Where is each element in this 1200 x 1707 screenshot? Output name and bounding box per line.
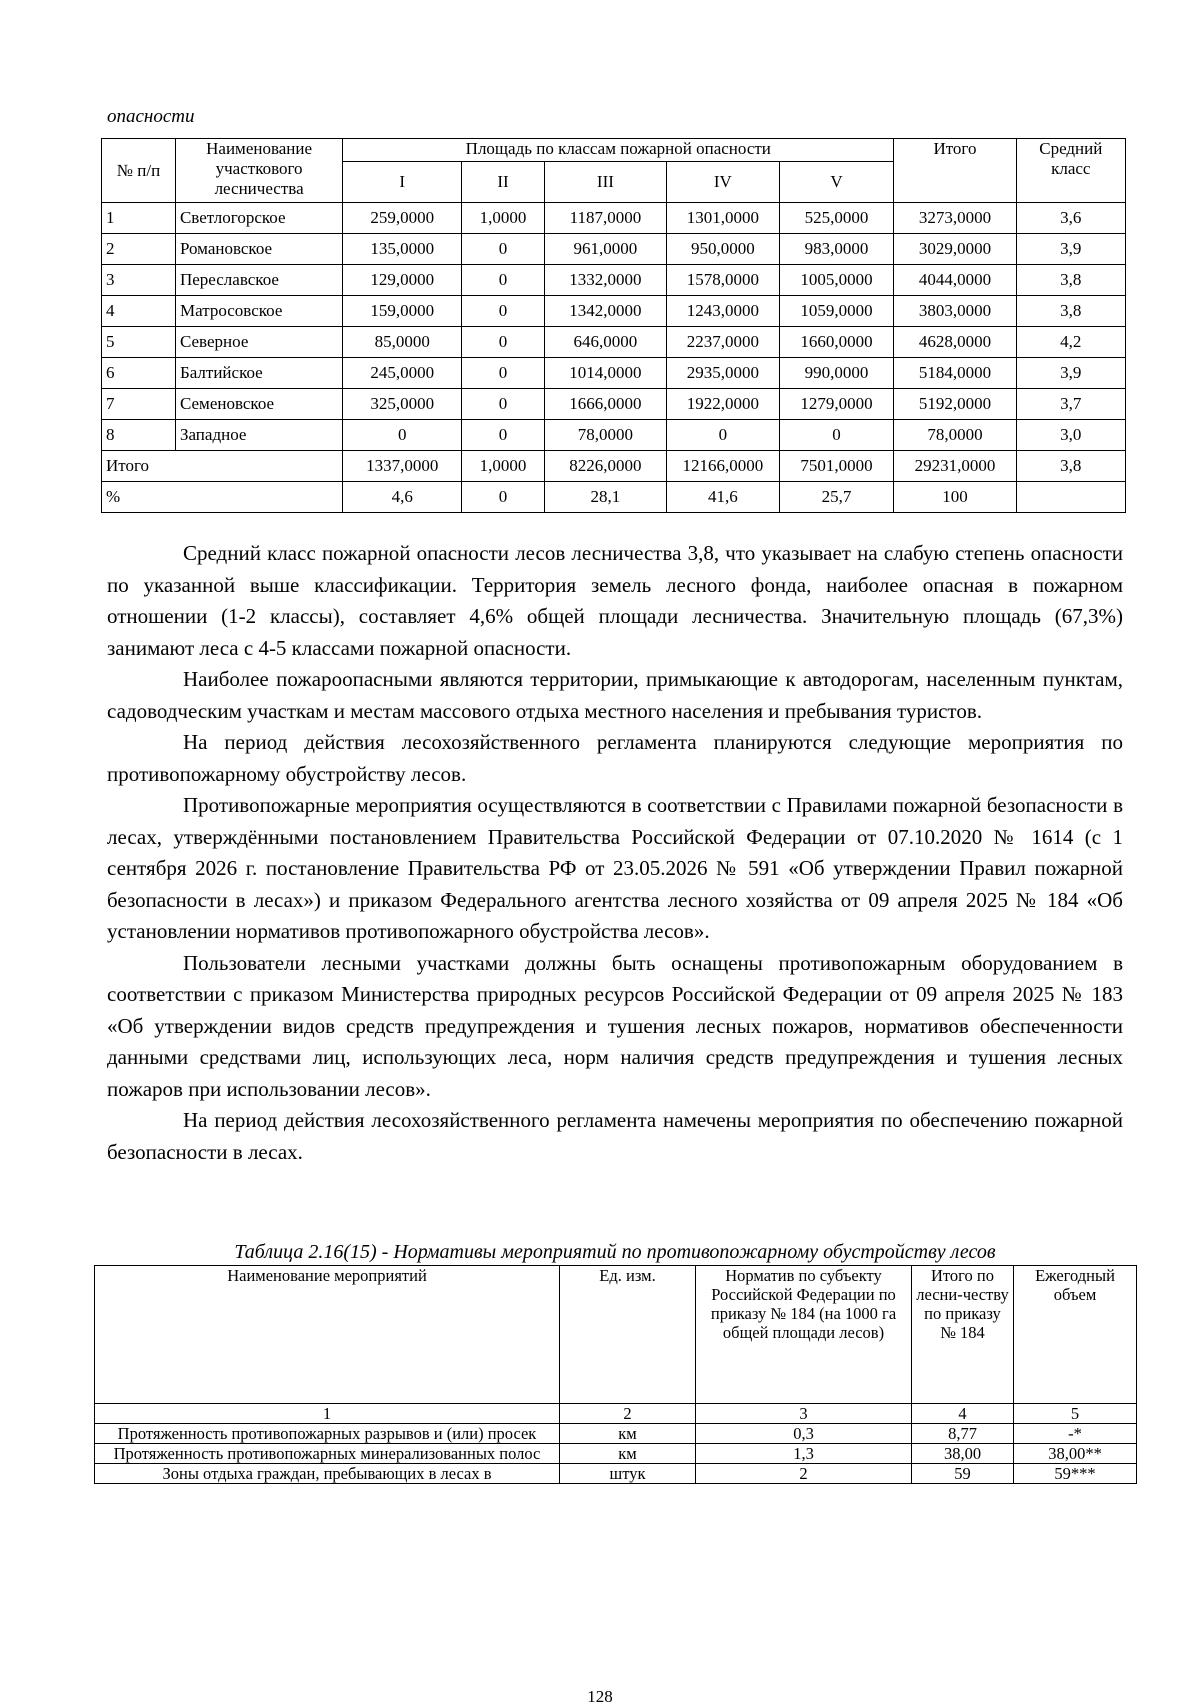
cell: 1660,0000 (779, 327, 894, 358)
percent-row (102, 482, 1126, 513)
cell: 0 (667, 420, 780, 451)
cell: 4 (912, 1404, 1014, 1424)
cell: 3,8 (1016, 265, 1125, 296)
cell: 4,6 (343, 482, 462, 513)
cell: 1342,0000 (544, 296, 666, 327)
cell: 5 (102, 327, 176, 358)
cell: 0 (462, 296, 545, 327)
cell: 5192,0000 (894, 389, 1016, 420)
cell: штук (560, 1464, 696, 1484)
cell: 2 (696, 1464, 912, 1484)
cell: 2237,0000 (667, 327, 780, 358)
cell: -* (1014, 1424, 1137, 1444)
cell: 7 (102, 389, 176, 420)
cell: 525,0000 (779, 203, 894, 234)
paragraph: Противопожарные мероприятия осуществляются в соответствии с Правилами пожарной безопасности в лесах, утверждёнными постановлением Правительства Российской Федерации от 07.10.2020 № 1614 (с 1 сентября 2026 г. постановление Правительства РФ от 23.05.2026 № 591 «Об утверждении Правил пожарной безопасности в лесах») и приказом Федерального агентства лесного хозяйства от 09 апреля 2025 № 184 «Об установлении нормативов противопожарного обустройства лесов». (107, 793, 1123, 943)
cell: 1666,0000 (544, 389, 666, 420)
cell: 41,6 (667, 482, 780, 513)
cell: 78,0000 (894, 420, 1016, 451)
table-row (102, 265, 1126, 296)
cell: 4,2 (1016, 327, 1125, 358)
cell: 129,0000 (343, 265, 462, 296)
table-row (102, 203, 1126, 234)
cell: 961,0000 (544, 234, 666, 265)
cell: 259,0000 (343, 203, 462, 234)
cell: 1014,0000 (544, 358, 666, 389)
cell: 4 (102, 296, 176, 327)
cell: Семеновское (175, 389, 342, 420)
cell: Матросовское (175, 296, 342, 327)
body-text (107, 538, 1123, 1168)
header-measure: Наименование мероприятий (95, 1266, 560, 1404)
cell: 2 (102, 234, 176, 265)
cell: 25,7 (779, 482, 894, 513)
cell: 1 (102, 203, 176, 234)
cell: 1337,0000 (343, 451, 462, 482)
cell: % (102, 482, 343, 513)
cell: 159,0000 (343, 296, 462, 327)
cell: 950,0000 (667, 234, 780, 265)
header-class-1: I (343, 162, 462, 203)
table-row (102, 358, 1126, 389)
page-number: 128 (587, 1687, 613, 1706)
cell: 3,0 (1016, 420, 1125, 451)
paragraph: Пользователи лесными участками должны быть оснащены противопожарным оборудованием в соответствии с приказом Министерства природных ресурсов Российской Федерации от 09 апреля 2025 № 183 «Об утверждении видов средств предупреждения и тушения лесных пожаров, нормативов обеспеченности данными средствами лиц, использующих леса, норм наличия средств предупреждения и тушения лесных пожаров при использовании лесов». (107, 950, 1123, 1101)
cell: 38,00 (912, 1444, 1014, 1464)
cell: 6 (102, 358, 176, 389)
cell: 0 (462, 265, 545, 296)
cell: 3029,0000 (894, 234, 1016, 265)
cell: 1187,0000 (544, 203, 666, 234)
header-avg: Средний класс (1016, 139, 1125, 203)
cell: 78,0000 (544, 420, 666, 451)
cell: 0 (779, 420, 894, 451)
cell: 12166,0000 (667, 451, 780, 482)
header-total: Итого по лесни-честву по приказу № 184 (912, 1266, 1014, 1404)
cell: Протяженность противопожарных разрывов и (или) просек (95, 1424, 560, 1444)
cell: 3803,0000 (894, 296, 1016, 327)
cell: 5 (1014, 1404, 1137, 1424)
paragraph: На период действия лесохозяйственного регламента планируются следующие мероприятия по противопожарному обустройству лесов. (107, 730, 1123, 786)
cell: 1,0000 (462, 451, 545, 482)
cell: 3,8 (1016, 296, 1125, 327)
fire-class-table (101, 138, 1126, 513)
paragraph: Средний класс пожарной опасности лесов лесничества 3,8, что указывает на слабую степень опасности по указанной выше классификации. Территория земель лесного фонда, наиболее опасная в пожарном отношении (1-2 классы), составляет 4,6% общей площади лесничества. Значительную площадь (67,3%) занимают леса с 4-5 классами пожарной опасности. (107, 541, 1123, 660)
cell: 1301,0000 (667, 203, 780, 234)
cell: 3,9 (1016, 234, 1125, 265)
cell: 0 (343, 420, 462, 451)
header-norm: Норматив по субъекту Российской Федерации по приказу № 184 (на 1000 га общей площади лесов) (696, 1266, 912, 1404)
cell: 29231,0000 (894, 451, 1016, 482)
cell: 0 (462, 234, 545, 265)
table-row (95, 1444, 1137, 1464)
header-class-2: II (462, 162, 545, 203)
table-row (95, 1464, 1137, 1484)
cell: 3 (102, 265, 176, 296)
cell: Зоны отдыха граждан, пребывающих в лесах в (95, 1464, 560, 1484)
cell: 3,6 (1016, 203, 1125, 234)
cell: 28,1 (544, 482, 666, 513)
cell: Западное (175, 420, 342, 451)
cell: Северное (175, 327, 342, 358)
table-row (95, 1424, 1137, 1444)
total-row (102, 451, 1126, 482)
cell: Протяженность противопожарных минерализованных полос (95, 1444, 560, 1464)
cell: 2 (560, 1404, 696, 1424)
cell: 1005,0000 (779, 265, 894, 296)
cell: 5184,0000 (894, 358, 1016, 389)
table-row (102, 420, 1126, 451)
cell: 1922,0000 (667, 389, 780, 420)
cell: 7501,0000 (779, 451, 894, 482)
cell: км (560, 1444, 696, 1464)
cell: 0 (462, 327, 545, 358)
cell: 1,3 (696, 1444, 912, 1464)
cell (1016, 482, 1125, 513)
cell: 4628,0000 (894, 327, 1016, 358)
cell: 59 (912, 1464, 1014, 1484)
header-total: Итого (894, 139, 1016, 203)
table-row (102, 234, 1126, 265)
cell: 646,0000 (544, 327, 666, 358)
table2-caption: Таблица 2.16(15) - Нормативы мероприятий по противопожарному обустройству лесов (234, 1241, 996, 1263)
cell: 38,00** (1014, 1444, 1137, 1464)
table-row (102, 327, 1126, 358)
cell: Итого (102, 451, 343, 482)
header-num: № п/п (102, 139, 176, 203)
cell: км (560, 1424, 696, 1444)
cell: 100 (894, 482, 1016, 513)
table-caption-fragment: опасности (107, 106, 195, 127)
paragraph: Наиболее пожароопасными являются территории, примыкающие к автодорогам, населенным пунктам, садоводческим участкам и местам массового отдыха местного населения и пребывания туристов. (107, 667, 1123, 723)
header-class-5: V (779, 162, 894, 203)
header-class-3: III (544, 162, 666, 203)
cell: Балтийское (175, 358, 342, 389)
header-class-4: IV (667, 162, 780, 203)
number-row (95, 1404, 1137, 1424)
cell: 85,0000 (343, 327, 462, 358)
cell: 245,0000 (343, 358, 462, 389)
cell: 325,0000 (343, 389, 462, 420)
fire-measures-table (94, 1265, 1137, 1484)
table-row (102, 389, 1126, 420)
header-area-group: Площадь по классам пожарной опасности (343, 139, 894, 162)
cell: 0 (462, 482, 545, 513)
cell: 1243,0000 (667, 296, 780, 327)
cell: 2935,0000 (667, 358, 780, 389)
paragraph: На период действия лесохозяйственного регламента намечены мероприятия по обеспечению пожарной безопасности в лесах. (107, 1108, 1123, 1164)
cell: 983,0000 (779, 234, 894, 265)
cell: 1279,0000 (779, 389, 894, 420)
cell: 3,9 (1016, 358, 1125, 389)
cell: 0 (462, 389, 545, 420)
cell: 1,0000 (462, 203, 545, 234)
cell: Романовское (175, 234, 342, 265)
cell: 1578,0000 (667, 265, 780, 296)
cell: 8226,0000 (544, 451, 666, 482)
cell: 990,0000 (779, 358, 894, 389)
header-annual: Ежегодный объем (1014, 1266, 1137, 1404)
cell: 135,0000 (343, 234, 462, 265)
cell: 1332,0000 (544, 265, 666, 296)
cell: 59*** (1014, 1464, 1137, 1484)
cell: 3,8 (1016, 451, 1125, 482)
cell: 1059,0000 (779, 296, 894, 327)
cell: 0 (462, 420, 545, 451)
cell: Переславское (175, 265, 342, 296)
cell: 8,77 (912, 1424, 1014, 1444)
cell: 3,7 (1016, 389, 1125, 420)
cell: Светлогорское (175, 203, 342, 234)
cell: 3 (696, 1404, 912, 1424)
cell: 8 (102, 420, 176, 451)
cell: 3273,0000 (894, 203, 1016, 234)
header-name: Наименование участкового лесничества (175, 139, 342, 203)
cell: 0 (462, 358, 545, 389)
header-unit: Ед. изм. (560, 1266, 696, 1404)
cell: 0,3 (696, 1424, 912, 1444)
cell: 4044,0000 (894, 265, 1016, 296)
cell: 1 (95, 1404, 560, 1424)
table-row (102, 296, 1126, 327)
